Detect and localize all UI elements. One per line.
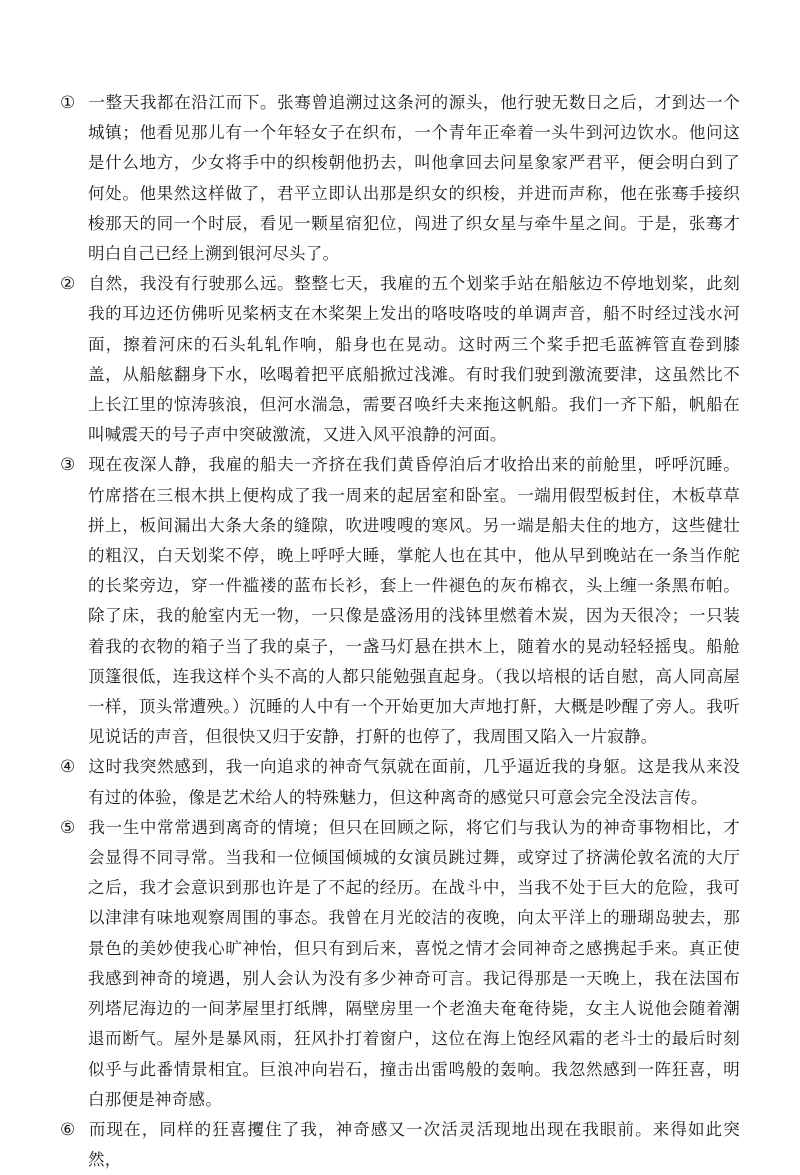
paragraph-text: 而现在，同样的狂喜攫住了我，神奇感又一次活灵活现地出现在我眼前。来得如此突然， (88, 1119, 740, 1170)
paragraph-number: ④ (60, 757, 76, 778)
paragraph-1 (60, 88, 740, 269)
paragraph-text: 我一生中常常遇到离奇的情境；但只在回顾之际，将它们与我认为的神奇事物相比，才会显得不同寻常。当我和一位倾国倾城的女演员跳过舞，或穿过了挤满伦敦名流的大厅之后，我才会意识到那也许是了不起的经历。在战斗中，当我不处于巨大的危险，我可以津津有味地观察周围的事态。我曾在月光皎洁的夜晚，向太平洋上的珊瑚岛驶去，那景色的美妙使我心旷神怡，但只有到后来，喜悦之情才会同神奇之感携起手来。真正使我感到神奇的境遇，别人会认为没有多少神奇可言。我记得那是一天晚上，我在法国布列塔尼海边的一间茅屋里打纸牌，隔壁房里一个老渔夫奄奄待毙，女主人说他会随着潮退而断气。屋外是暴风雨，狂风扑打着窗户，这位在海上饱经风霜的老斗士的最后时刻似乎与此番情景相宜。巨浪冲向岩石，撞击出雷鸣般的轰响。我忽然感到一阵狂喜，明白那便是神奇感。 (88, 817, 740, 1109)
paragraph-number: ⑥ (60, 1119, 76, 1140)
paragraph-number: ⑤ (60, 817, 76, 838)
paragraph-text: 一整天我都在沿江而下。张骞曾追溯过这条河的源头，他行驶无数日之后，才到达一个城镇；他看见那儿有一个年轻女子在织布，一个青年正牵着一头牛到河边饮水。他问这是什么地方，少女将手中的织梭朝他扔去，叫他拿回去问星象家严君平，便会明白到了何处。他果然这样做了，君平立即认出那是织女的织梭，并进而声称，他在张骞手接织梭那天的同一个时辰，看见一颗星宿犯位，闯进了织女星与牵牛星之间。于是，张骞才明白自己已经上溯到银河尽头了。 (88, 93, 740, 264)
paragraph-6 (60, 1115, 740, 1175)
paragraph-text: 现在夜深人静，我雇的船夫一齐挤在我们黄昏停泊后才收拾出来的前舱里，呼呼沉睡。竹席搭在三根木拱上便构成了我一周来的起居室和卧室。一端用假型板封住，木板草草拼上，板间漏出大条大条的缝隙，吹进嗖嗖的寒风。另一端是船夫住的地方，这些健壮的粗汉，白天划桨不停，晚上呼呼大睡，掌舵人也在其中，他从早到晚站在一条当作舵的长桨旁边，穿一件褴褛的蓝布长衫，套上一件褪色的灰布棉衣，头上缠一条黑布帕。除了床，我的舱室内无一物，一只像是盛汤用的浅钵里燃着木炭，因为天很冷；一只装着我的衣物的箱子当了我的桌子，一盏马灯悬在拱木上，随着水的晃动轻轻摇曳。船舱顶篷很低，连我这样个头不高的人都只能勉强直起身。（我以培根的话自慰，高人同高屋一样，顶头常遭殃。）沉睡的人中有一个开始更加大声地打鼾，大概是吵醒了旁人。我听见说话的声音，但很快又归于安静，打鼾的也停了，我周围又陷入一片寂静。 (88, 455, 740, 747)
paragraph-number: ① (60, 93, 76, 113)
paragraph-number: ③ (60, 455, 76, 476)
paragraph-text: 自然，我没有行驶那么远。整整七天，我雇的五个划桨手站在船舷边不停地划桨，此刻我的耳边还仿佛听见桨柄支在木桨架上发出的咯吱咯吱的单调声音，船不时经过浅水河面，擦着河床的石头轧轧作响，船身也在晃动。这时两三个桨手把毛蓝裤管直卷到膝盖，从船舷翻身下水，吆喝着把平底船掀过浅滩。有时我们驶到激流要津，这虽然比不上长江里的惊涛骇浪，但河水湍急，需要召唤纤夫来拖这帆船。我们一齐下船，帆船在叫喊震天的号子声中突破激流，又进入风平浪静的河面。 (88, 274, 740, 445)
paragraph-number: ② (60, 274, 76, 295)
paragraph-2 (60, 269, 740, 450)
document-body (60, 88, 740, 1175)
paragraph-3 (60, 450, 740, 752)
paragraph-4 (60, 752, 740, 812)
paragraph-text: 这时我突然感到，我一向追求的神奇气氛就在面前，几乎逼近我的身躯。这是我从来没有过的体验，像是艺术给人的特殊魅力，但这种离奇的感觉只可意会完全没法言传。 (88, 757, 740, 807)
paragraph-5 (60, 813, 740, 1115)
